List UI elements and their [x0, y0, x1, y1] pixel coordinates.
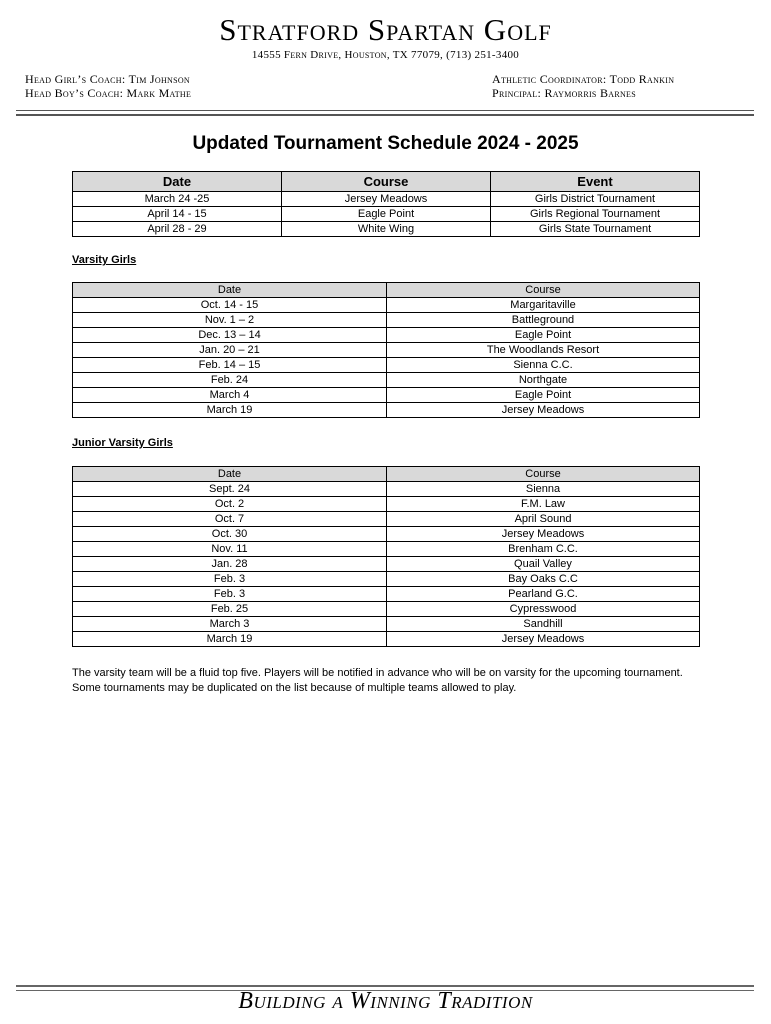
cell-event: Girls State Tournament — [491, 222, 700, 237]
table-row — [73, 388, 700, 403]
cell-date: Oct. 30 — [73, 527, 387, 542]
cell-course: Sienna — [387, 482, 700, 497]
cell-date: Oct. 7 — [73, 512, 387, 527]
cell-course: Pearland G.C. — [387, 587, 700, 602]
cell-course: Margaritaville — [387, 298, 700, 313]
table-row — [73, 373, 700, 388]
cell-date: March 19 — [73, 632, 387, 647]
cell-date: Jan. 28 — [73, 557, 387, 572]
column-header-date: Date — [73, 467, 387, 482]
administration-block — [492, 72, 674, 100]
table-row — [73, 403, 700, 418]
table-row — [73, 207, 700, 222]
table-row — [73, 328, 700, 343]
cell-date: March 19 — [73, 403, 387, 418]
athletic-coordinator: Athletic Coordinator: Todd Rankin — [492, 72, 675, 86]
table-header-row — [73, 467, 700, 482]
cell-date: March 24 -25 — [73, 192, 282, 207]
postseason-table — [72, 171, 700, 237]
cell-date: March 4 — [73, 388, 387, 403]
table-row — [73, 512, 700, 527]
cell-course: Battleground — [387, 313, 700, 328]
cell-course: Jersey Meadows — [282, 192, 491, 207]
table-row — [73, 572, 700, 587]
head-girls-coach: Head Girl’s Coach: Tim Johnson — [25, 72, 191, 86]
table-row — [73, 482, 700, 497]
table-row — [73, 343, 700, 358]
table-row — [73, 527, 700, 542]
varsity-schedule-table — [72, 282, 700, 418]
cell-course: Eagle Point — [282, 207, 491, 222]
footer-motto: Building a Winning Tradition — [238, 988, 533, 1014]
column-header-course: Course — [282, 172, 491, 192]
column-header-date: Date — [73, 172, 282, 192]
table-row — [73, 222, 700, 237]
cell-date: Nov. 1 – 2 — [73, 313, 387, 328]
cell-date: April 28 - 29 — [73, 222, 282, 237]
cell-event: Girls District Tournament — [491, 192, 700, 207]
cell-date: Oct. 14 - 15 — [73, 298, 387, 313]
header-divider — [16, 110, 754, 116]
cell-date: Feb. 3 — [73, 572, 387, 587]
cell-course: F.M. Law — [387, 497, 700, 512]
cell-date: Oct. 2 — [73, 497, 387, 512]
table-row — [73, 542, 700, 557]
cell-date: March 3 — [73, 617, 387, 632]
table-row — [73, 298, 700, 313]
table-header-row — [73, 283, 700, 298]
varsity-girls-label: Varsity Girls — [72, 254, 137, 266]
note-varsity-rotation: The varsity team will be a fluid top five. Players will be notified in advance who will be on varsity for the upcoming tournament. — [72, 667, 683, 679]
table-row — [73, 192, 700, 207]
cell-course: Sandhill — [387, 617, 700, 632]
cell-course: Northgate — [387, 373, 700, 388]
cell-course: Sienna C.C. — [387, 358, 700, 373]
junior-varsity-schedule-table — [72, 466, 700, 647]
column-header-course: Course — [387, 283, 700, 298]
cell-date: Feb. 24 — [73, 373, 387, 388]
page-title: Stratford Spartan Golf — [219, 12, 552, 47]
table-header-row — [73, 172, 700, 192]
table-row — [73, 557, 700, 572]
schedule-title: Updated Tournament Schedule 2024 - 2025 — [192, 133, 579, 154]
table-row — [73, 497, 700, 512]
table-row — [73, 632, 700, 647]
cell-date: Jan. 20 – 21 — [73, 343, 387, 358]
cell-course: Jersey Meadows — [387, 527, 700, 542]
cell-date: Feb. 14 – 15 — [73, 358, 387, 373]
column-header-date: Date — [73, 283, 387, 298]
cell-date: April 14 - 15 — [73, 207, 282, 222]
cell-course: Jersey Meadows — [387, 403, 700, 418]
cell-event: Girls Regional Tournament — [491, 207, 700, 222]
cell-date: Nov. 11 — [73, 542, 387, 557]
table-row — [73, 587, 700, 602]
cell-course: Eagle Point — [387, 388, 700, 403]
cell-date: Sept. 24 — [73, 482, 387, 497]
table-row — [73, 602, 700, 617]
schedule-notes — [72, 666, 683, 696]
column-header-course: Course — [387, 467, 700, 482]
table-row — [73, 313, 700, 328]
cell-date: Feb. 3 — [73, 587, 387, 602]
head-boys-coach: Head Boy’s Coach: Mark Mathe — [25, 86, 192, 100]
note-duplicates: Some tournaments may be duplicated on the list because of multiple teams allowed to play. — [72, 682, 517, 694]
cell-course: Brenham C.C. — [387, 542, 700, 557]
cell-date: Dec. 13 – 14 — [73, 328, 387, 343]
cell-course: Bay Oaks C.C — [387, 572, 700, 587]
cell-course: Quail Valley — [387, 557, 700, 572]
cell-course: The Woodlands Resort — [387, 343, 700, 358]
coaches-block — [25, 72, 191, 100]
junior-varsity-girls-label: Junior Varsity Girls — [72, 437, 173, 449]
table-row — [73, 358, 700, 373]
cell-course: White Wing — [282, 222, 491, 237]
cell-date: Feb. 25 — [73, 602, 387, 617]
cell-course: Eagle Point — [387, 328, 700, 343]
cell-course: April Sound — [387, 512, 700, 527]
cell-course: Cypresswood — [387, 602, 700, 617]
principal: Principal: Raymorris Barnes — [492, 86, 636, 100]
table-row — [73, 617, 700, 632]
column-header-event: Event — [491, 172, 700, 192]
school-address: 14555 Fern Drive, Houston, TX 77079, (713) 251-3400 — [251, 49, 520, 61]
cell-course: Jersey Meadows — [387, 632, 700, 647]
